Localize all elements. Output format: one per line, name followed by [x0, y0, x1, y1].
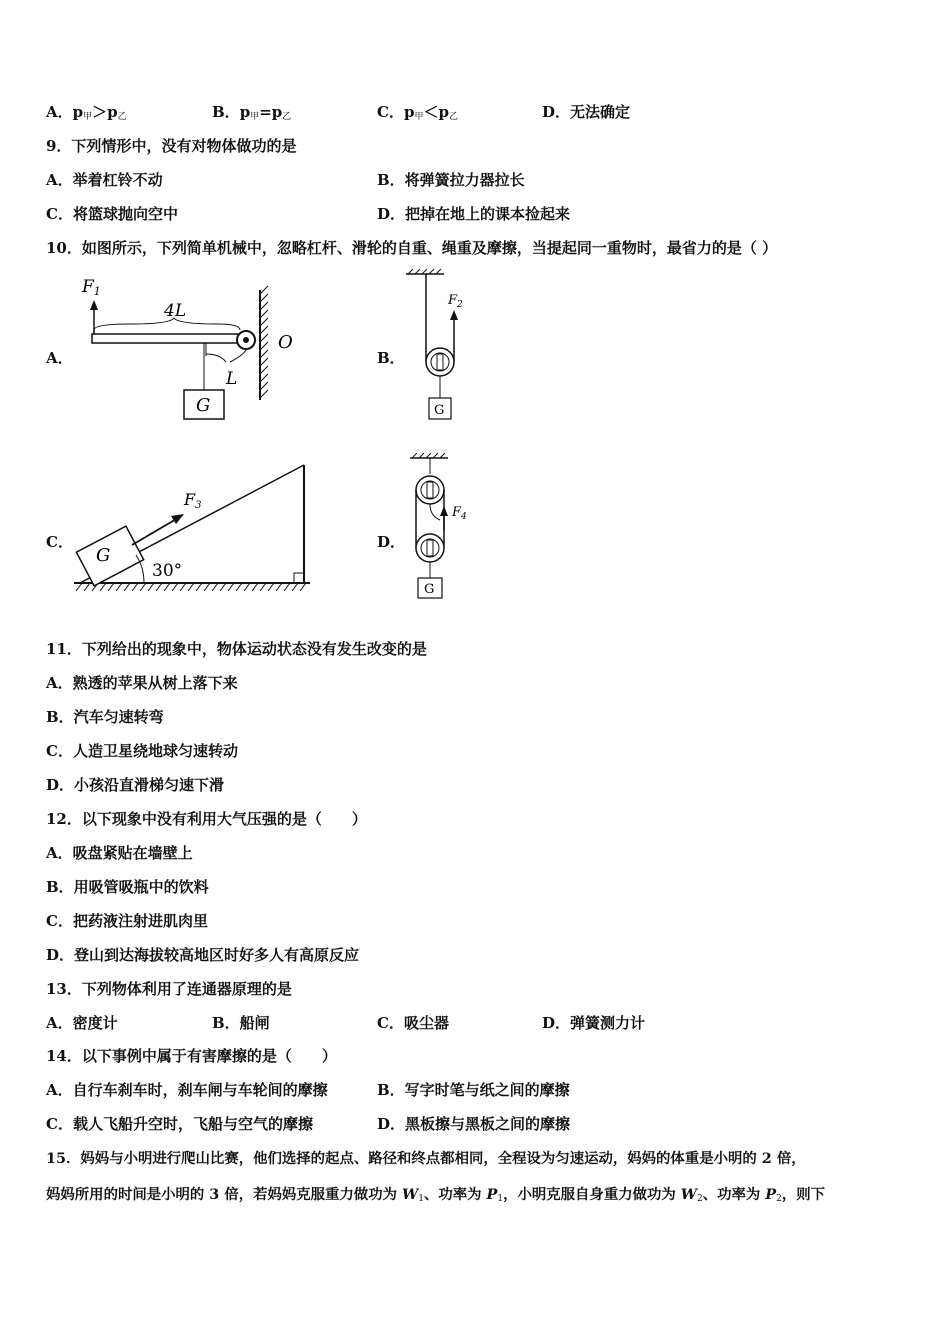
- figure-c-angle-label: 30°: [152, 561, 183, 581]
- q11-option-b: B．汽车匀速转弯: [46, 708, 164, 726]
- q14-stem: 14．以下事例中属于有害摩擦的是（ ）: [46, 1047, 337, 1065]
- figure-c-incline: [70, 455, 320, 605]
- figure-a-force-label: F1: [82, 277, 101, 298]
- q9-option-d: D．把掉在地上的课本捡起来: [377, 205, 571, 223]
- q11-option-c: C．人造卫星绕地球匀速转动: [46, 742, 238, 760]
- q9-option-c: C．将篮球抛向空中: [46, 205, 178, 223]
- q8-option-c: C．$p_甲<p_乙$: [377, 103, 458, 122]
- figure-c-weight-label: G: [96, 545, 111, 566]
- q10-label-c: C．: [46, 533, 73, 551]
- q15-line2: 妈妈所用的时间是小明的 3 倍，若妈妈克服重力做功为 $W_1$、功率为 $P_1$，小明克服自身重力做功为 $W_2$、功率为 $P_2$，则下: [46, 1186, 826, 1204]
- figure-a-long-arm-label: 4L: [164, 301, 187, 321]
- q10-label-d: D．: [377, 533, 406, 551]
- q12-option-a: A．吸盘紧贴在墙壁上: [46, 844, 193, 862]
- q14-option-b: B．写字时笔与纸之间的摩擦: [377, 1081, 570, 1099]
- figure-d-weight-label: G: [424, 582, 435, 597]
- q12-stem: 12．以下现象中没有利用大气压强的是（ ）: [46, 810, 367, 828]
- figure-b-weight-label: G: [434, 403, 445, 418]
- q12-option-b: B．用吸管吸瓶中的饮料: [46, 878, 209, 896]
- q13-stem: 13．下列物体利用了连通器原理的是: [46, 980, 292, 998]
- q13-option-b: B．船闸: [212, 1014, 270, 1032]
- q11-stem: 11．下列给出的现象中，物体运动状态没有发生改变的是: [46, 640, 427, 658]
- q8-option-b: B．$p_甲=p_乙$: [212, 103, 292, 122]
- q15-line1: 15．妈妈与小明进行爬山比赛，他们选择的起点、路径和终点都相同，全程设为匀速运动，妈妈的体重是小明的 2 倍，: [46, 1150, 806, 1167]
- q11-option-a: A．熟透的苹果从树上落下来: [46, 674, 238, 692]
- q10-label-b: B．: [377, 349, 405, 367]
- figure-a-weight-label: G: [196, 395, 211, 416]
- figure-a-pivot-label: O: [278, 332, 293, 353]
- q10-stem: 10．如图所示，下列简单机械中，忽略杠杆、滑轮的自重、绳重及摩擦，当提起同一重物时，最省力的是（ ）: [46, 239, 778, 257]
- q14-option-d: D．黑板擦与黑板之间的摩擦: [377, 1115, 571, 1133]
- q9-option-b: B．将弹簧拉力器拉长: [377, 171, 525, 189]
- q11-option-d: D．小孩沿直滑梯匀速下滑: [46, 776, 225, 794]
- figure-a-lever: [70, 270, 310, 430]
- q12-option-d: D．登山到达海拔较高地区时好多人有高原反应: [46, 946, 360, 964]
- q8-option-a: A．$p_甲>p_乙$: [46, 103, 127, 122]
- figure-d-pulley-block: [400, 450, 490, 605]
- q13-option-a: A．密度计: [46, 1014, 118, 1032]
- q9-option-a: A．举着杠铃不动: [46, 171, 163, 189]
- q13-option-c: C．吸尘器: [377, 1014, 449, 1032]
- figure-d-force-label: $F_4$: [452, 505, 467, 522]
- q14-option-c: C．载人飞船升空时，飞船与空气的摩擦: [46, 1115, 313, 1133]
- q12-option-c: C．把药液注射进肌肉里: [46, 912, 208, 930]
- figure-a-short-arm-label: L: [226, 369, 238, 389]
- q14-option-a: A．自行车刹车时，刹车闸与车轮间的摩擦: [46, 1081, 328, 1099]
- q9-stem: 9．下列情形中，没有对物体做功的是: [46, 137, 297, 155]
- figure-c-force-label: F3: [184, 490, 202, 511]
- figure-b-pulley: [400, 266, 490, 426]
- q13-option-d: D．弹簧测力计: [542, 1014, 646, 1032]
- q8-option-d: D．无法确定: [542, 103, 631, 121]
- figure-b-force-label: $F_2$: [448, 293, 463, 310]
- q10-label-a: A．: [46, 349, 73, 367]
